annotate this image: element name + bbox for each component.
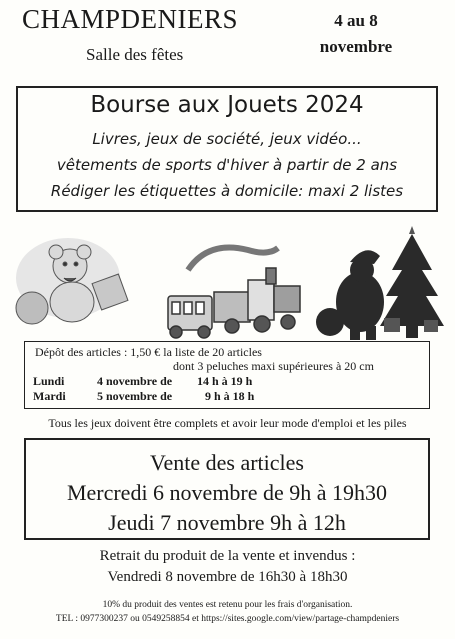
dates-line2: novembre [319,37,393,56]
deposit-date-monday: 4 novembre de [97,374,173,388]
deposit-day-tuesday: Mardi [33,389,66,403]
intro-box [16,86,438,212]
pickup-line-2: Vendredi 8 novembre de 16h30 à 18h30 [107,569,348,585]
christmas-tree-icon [380,226,444,338]
deposit-time-tuesday: 9 h à 18 h [205,389,255,403]
sale-box [24,438,430,540]
deposit-day-monday: Lundi [33,374,65,388]
intro-line-3: Rédiger les étiquettes à domicile: maxi 2 listes [50,182,404,200]
sale-line-2: Jeudi 7 novembre 9h à 12h [108,510,346,535]
deposit-line-1: Dépôt des articles : 1,50 € la liste de 20 articles [35,345,262,359]
toy-train-icon [168,248,300,339]
intro-line-2: vêtements de sports d'hiver à partir de 2 ans [56,156,398,174]
deposit-line-2: dont 3 peluches maxi supérieures à 20 cm [173,359,374,373]
dates-line1: 4 au 8 [334,11,378,30]
event-dates [306,8,406,60]
teddy-bear-icon [16,238,128,324]
deposit-time-monday: 14 h à 19 h [197,374,253,388]
rules-note: Tous les jeux doivent être complets et avoir leur mode d'emploi et les piles [48,416,407,430]
toys-illustration [0,222,455,344]
town-name: CHAMPDENIERS [22,4,239,34]
footer-line-1: 10% du produit des ventes est retenu pour les frais d'organisation. [102,600,353,610]
deposit-date-tuesday: 5 novembre de [97,389,173,403]
venue: Salle des fêtes [86,45,184,64]
intro-line-1: Livres, jeux de société, jeux vidéo... [92,130,362,148]
sale-line-1: Mercredi 6 novembre de 9h à 19h30 [66,480,388,505]
deposit-box [24,341,430,409]
footer-line-2: TEL : 0977300237 ou 0549258854 et https://sites.google.com/view/partage-champdeniers [55,614,400,624]
santa-silhouette-icon [316,250,384,340]
pickup-line-1: Retrait du produit de la vente et invendus : [99,548,356,564]
sale-title: Vente des articles [150,450,304,475]
event-title: Bourse aux Jouets 2024 [90,92,364,118]
